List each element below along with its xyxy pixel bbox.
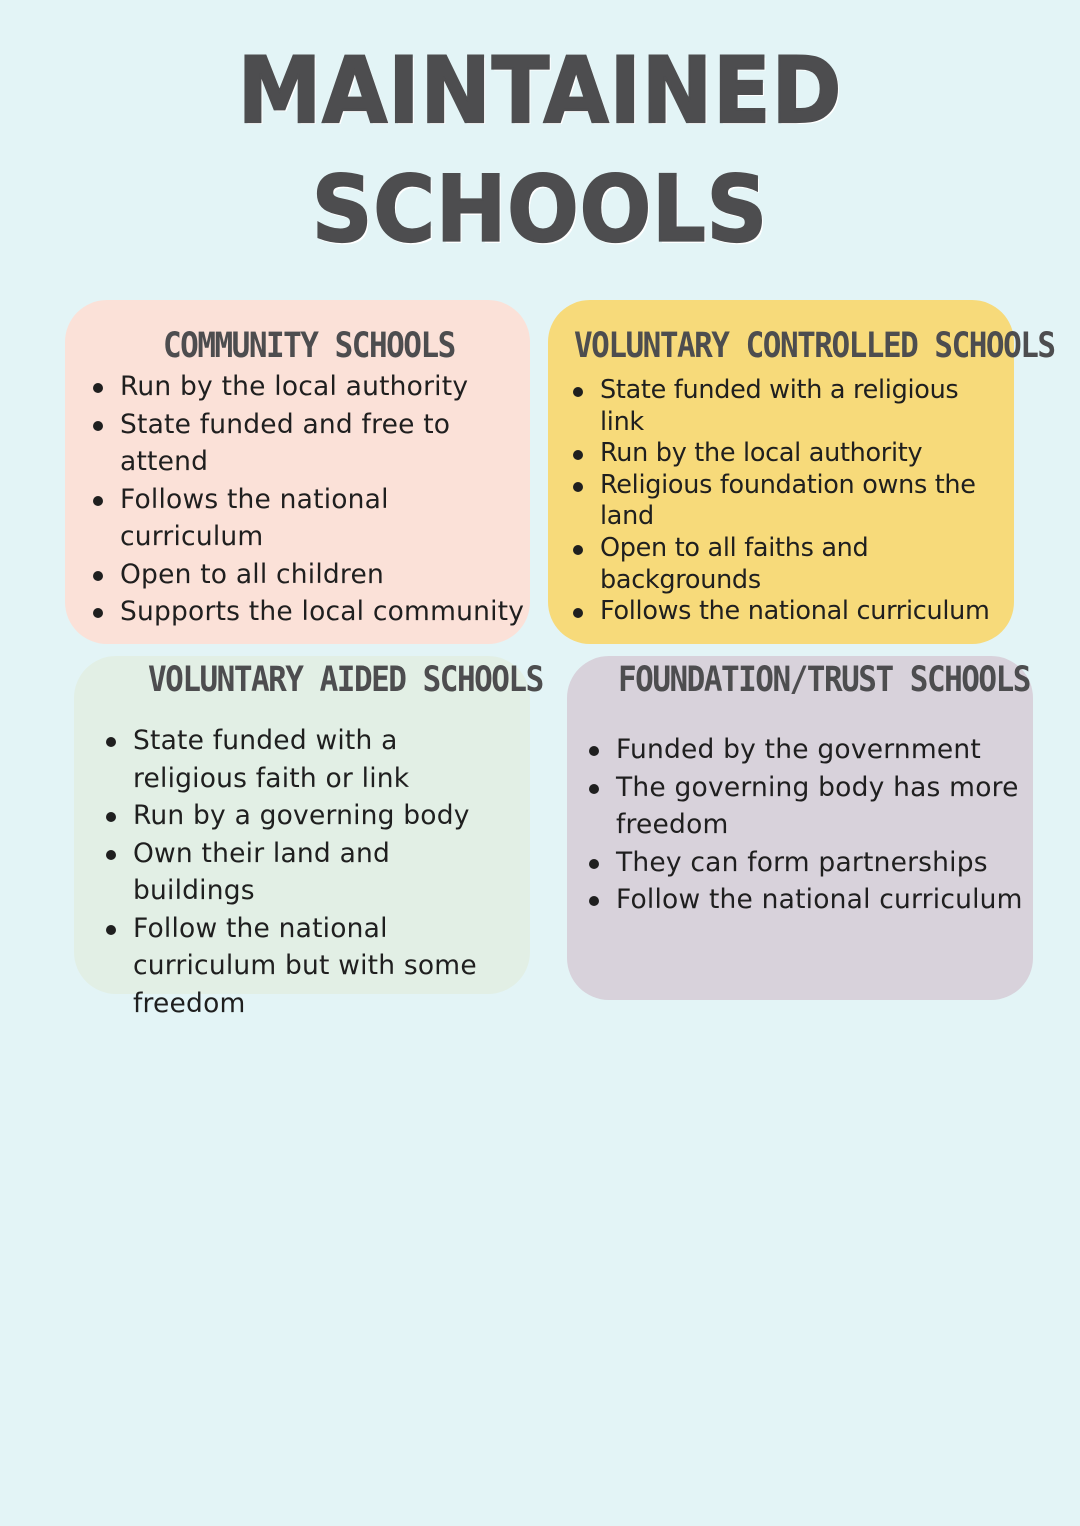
card-title: VOLUNTARY CONTROLLED SCHOOLS [574,325,1055,367]
list-item: State funded and free to attend [93,406,533,481]
list-item: Run by a governing body [106,797,516,835]
list-item: Follows the national curriculum [93,481,533,556]
voluntary-controlled-schools-card [548,300,1055,644]
list-item: Follow the national curriculum but with some freedom [106,910,516,1023]
list-item: Open to all faiths and backgrounds [573,533,1003,596]
bullet-list [573,375,1003,628]
foundation-trust-schools-card [567,656,1033,1000]
page-title: MAINTAINED SCHOOLS [237,37,843,263]
list-item: Own their land and buildings [106,835,516,910]
card-title: FOUNDATION/TRUST SCHOOLS [618,659,1030,701]
list-item: The governing body has more freedom [589,769,1029,844]
card-title: COMMUNITY SCHOOLS [163,325,455,367]
list-item: Supports the local community [93,593,533,631]
list-item: Funded by the government [589,731,1029,769]
list-item: State funded with a religious faith or link [106,722,516,797]
bullet-list [589,731,1029,919]
list-item: They can form partnerships [589,844,1029,882]
list-item: Religious foundation owns the land [573,470,1003,533]
voluntary-aided-schools-card [74,656,543,1019]
list-item: Run by the local authority [93,368,533,406]
list-item: Follows the national curriculum [573,596,1003,628]
list-item: Follow the national curriculum [589,881,1029,919]
list-item: Run by the local authority [573,438,1003,470]
bullet-list [106,722,516,1022]
list-item: Open to all children [93,556,533,594]
list-item: State funded with a religious link [573,375,1003,438]
bullet-list [93,368,533,631]
community-schools-card [65,300,530,644]
card-title: VOLUNTARY AIDED SCHOOLS [148,659,543,701]
